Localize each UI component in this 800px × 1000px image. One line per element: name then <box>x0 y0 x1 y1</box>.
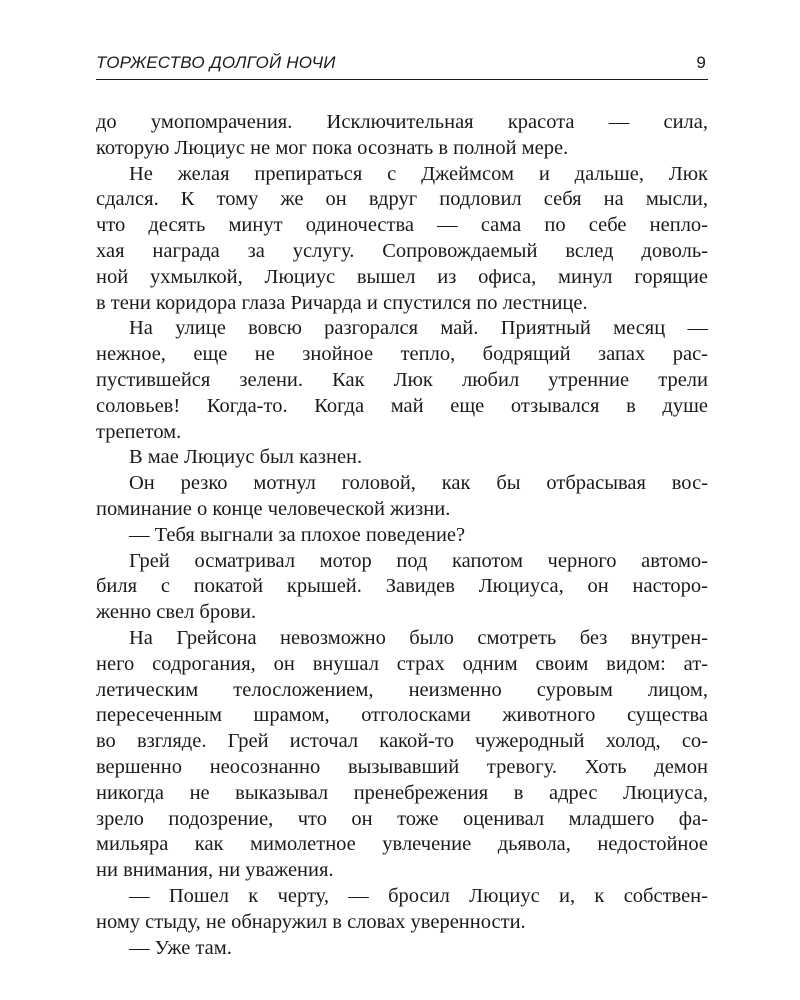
text-line: Не желая препираться с Джеймсом и дальше, Люк <box>129 162 708 185</box>
text-line: пересеченным шрамом, отголосками животного существа <box>96 704 708 727</box>
text-line: ному стыду, не обнаружил в словах уверенности. <box>96 910 526 933</box>
body-text <box>96 110 708 961</box>
text-line: что десять минут одиночества — сама по себе непло- <box>96 214 708 237</box>
text-line: вершенно неосознанно вызывавший тревогу. Хоть демон <box>96 755 708 778</box>
text-line: женно свел брови. <box>96 601 257 624</box>
text-line: биля с покатой крышей. Завидев Люциуса, он насторо- <box>96 575 708 598</box>
text-line: На улице вовсю разгорался май. Приятный месяц — <box>129 317 708 340</box>
running-header <box>96 53 708 80</box>
text-line: нежное, еще не знойное тепло, бодрящий запах рас- <box>96 343 708 366</box>
paragraph <box>96 549 708 626</box>
text-line: трепетом. <box>96 420 182 443</box>
text-line: которую Люциус не мог пока осознать в полной мере. <box>96 136 569 159</box>
text-line: пустившейся зелени. Как Люк любил утренние трели <box>96 368 708 391</box>
text-line: сдался. К тому же он вдруг подловил себя на мысли, <box>96 188 708 211</box>
text-line: во взгляде. Грей источал какой-то чужеродный холод, со- <box>96 730 708 753</box>
text-line: никогда не выказывал пренебрежения в адрес Люциуса, <box>96 781 708 804</box>
text-line: — Уже там. <box>129 936 232 959</box>
book-title: ТОРЖЕСТВО ДОЛГОЙ НОЧИ <box>96 53 336 72</box>
text-line: Он резко мотнул головой, как бы отбрасывая вос- <box>129 472 708 495</box>
text-line: — Пошел к черту, — бросил Люциус и, к собствен- <box>129 884 708 907</box>
text-line: летическим телосложением, неизменно суровым лицом, <box>96 678 708 701</box>
paragraph <box>96 110 708 162</box>
paragraph <box>96 884 708 936</box>
page-number: 9 <box>696 53 706 72</box>
text-line: ной ухмылкой, Люциус вышел из офиса, минул горящие <box>96 265 708 288</box>
text-line: мильяра как мимолетное увлечение дьявола, недостойное <box>96 833 708 856</box>
text-line: На Грейсона невозможно было смотреть без внутрен- <box>129 626 708 649</box>
paragraph <box>96 523 708 549</box>
paragraph <box>96 316 708 445</box>
paragraph <box>96 626 708 884</box>
paragraph <box>96 445 708 471</box>
text-line: поминание о конце человеческой жизни. <box>96 497 451 520</box>
paragraph <box>96 162 708 317</box>
text-line: В мае Люциус был казнен. <box>129 446 363 469</box>
text-line: — Тебя выгнали за плохое поведение? <box>129 523 466 546</box>
text-line: Грей осматривал мотор под капотом черного автомо- <box>129 549 708 572</box>
text-line: хая награда за услугу. Сопровождаемый вслед доволь- <box>96 239 708 262</box>
text-line: в тени коридора глаза Ричарда и спустился по лестнице. <box>96 291 588 314</box>
text-line: ни внимания, ни уважения. <box>96 859 334 882</box>
text-line: до умопомрачения. Исключительная красота — сила, <box>96 111 708 133</box>
text-line: него содрогания, он внушал страх одним своим видом: ат- <box>96 652 708 675</box>
text-line: зрело подозрение, что он тоже оценивал младшего фа- <box>96 807 708 830</box>
text-line: соловьев! Когда-то. Когда май еще отзывался в душе <box>96 394 708 417</box>
paragraph <box>96 936 708 962</box>
paragraph <box>96 471 708 523</box>
